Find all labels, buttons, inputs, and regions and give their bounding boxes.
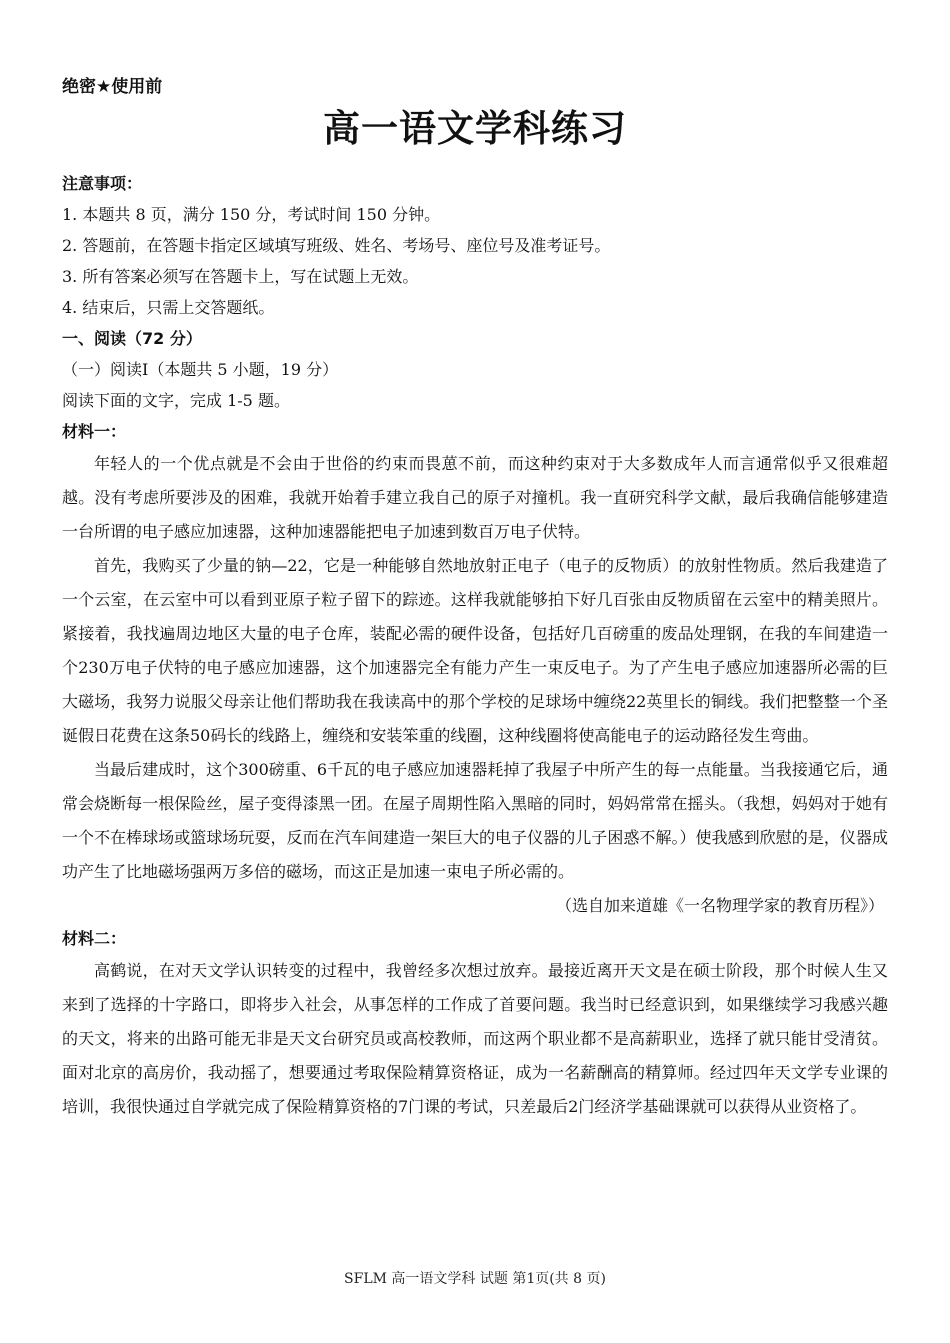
notice-item: 4. 结束后，只需上交答题纸。	[62, 298, 275, 317]
material-two-paragraph: 高鹤说，在对天文学认识转变的过程中，我曾经多次想过放弃。最接近离开天文是在硕士阶段，那个时候人生又来到了选择的十字路口，即将步入社会，从事怎样的工作成了首要问题。我当时已经意识到，如果继续学习我感兴趣的天文，将来的出路可能无非是天文台研究员或高校教师，而这两个职业都不是高薪职业，选择了就只能甘受清贫。面对北京的高房价，我动摇了，想要通过考取保险精算资格证，成为一名薪酬高的精算师。经过四年天文学专业课的培训，我很快通过自学就完成了保险精算资格的7门课的考试，只差最后2门经济学基础课就可以获得从业资格了。	[62, 961, 888, 1116]
section-heading: 一、阅读（72 分）	[62, 329, 202, 348]
material-one-label: 材料一：	[62, 422, 127, 441]
exam-page	[62, 74, 888, 1124]
notice-item: 1. 本题共 8 页，满分 150 分，考试时间 150 分钟。	[62, 205, 441, 224]
notice-item: 2. 答题前，在答题卡指定区域填写班级、姓名、考场号、座位号及准考证号。	[62, 236, 611, 255]
page-footer: SFLM 高一语文学科 试题 第1页(共 8 页)	[344, 1271, 606, 1287]
material-one-paragraph: 年轻人的一个优点就是不会由于世俗的约束而畏葸不前，而这种约束对于大多数成年人而言通常似乎又很难超越。没有考虑所要涉及的困难，我就开始着手建立我自己的原子对撞机。我一直研究科学文献，最后我确信能够建造一台所谓的电子感应加速器，这种加速器能把电子加速到数百万电子伏特。	[62, 454, 888, 541]
instruction-text: 阅读下面的文字，完成 1-5 题。	[62, 391, 290, 410]
page-title: 高一语文学科练习	[323, 106, 627, 150]
notice-item: 3. 所有答案必须写在答题卡上，写在试题上无效。	[62, 267, 419, 286]
material-one-paragraph: 当最后建成时，这个300磅重、6千瓦的电子感应加速器耗掉了我屋子中所产生的每一点能量。当我接通它后，通常会烧断每一根保险丝，屋子变得漆黑一团。在屋子周期性陷入黑暗的同时，妈妈常常在摇头。（我想，妈妈对于她有一个不在棒球场或篮球场玩耍，反而在汽车间建造一架巨大的电子仪器的儿子困惑不解。）使我感到欣慰的是，仪器成功产生了比地磁场强两万多倍的磁场，而这正是加速一束电子所必需的。	[62, 760, 888, 881]
material-one-source: （选自加来道雄《一名物理学家的教育历程》）	[555, 896, 884, 915]
notice-heading: 注意事项：	[62, 174, 143, 193]
sub-section-heading: （一）阅读Ⅰ（本题共 5 小题，19 分）	[62, 360, 339, 379]
material-two-label: 材料二：	[62, 929, 127, 948]
secret-label: 绝密★使用前	[62, 77, 163, 97]
material-one-paragraph: 首先，我购买了少量的钠—22，它是一种能够自然地放射正电子（电子的反物质）的放射性物质。然后我建造了一个云室，在云室中可以看到亚原子粒子留下的踪迹。这样我就能够拍下好几百张由反物质留在云室中的精美照片。紧接着，我找遍周边地区大量的电子仓库，装配必需的硬件设备，包括好几百磅重的废品处理钢，在我的车间建造一个230万电子伏特的电子感应加速器，这个加速器完全有能力产生一束反电子。为了产生电子感应加速器所必需的巨大磁场，我努力说服父母亲让他们帮助我在我读高中的那个学校的足球场中缠绕22英里长的铜线。我们把整整一个圣诞假日花费在这条50码长的线路上，缠绕和安装笨重的线圈，这种线圈将使高能电子的运动路径发生弯曲。	[62, 556, 888, 745]
